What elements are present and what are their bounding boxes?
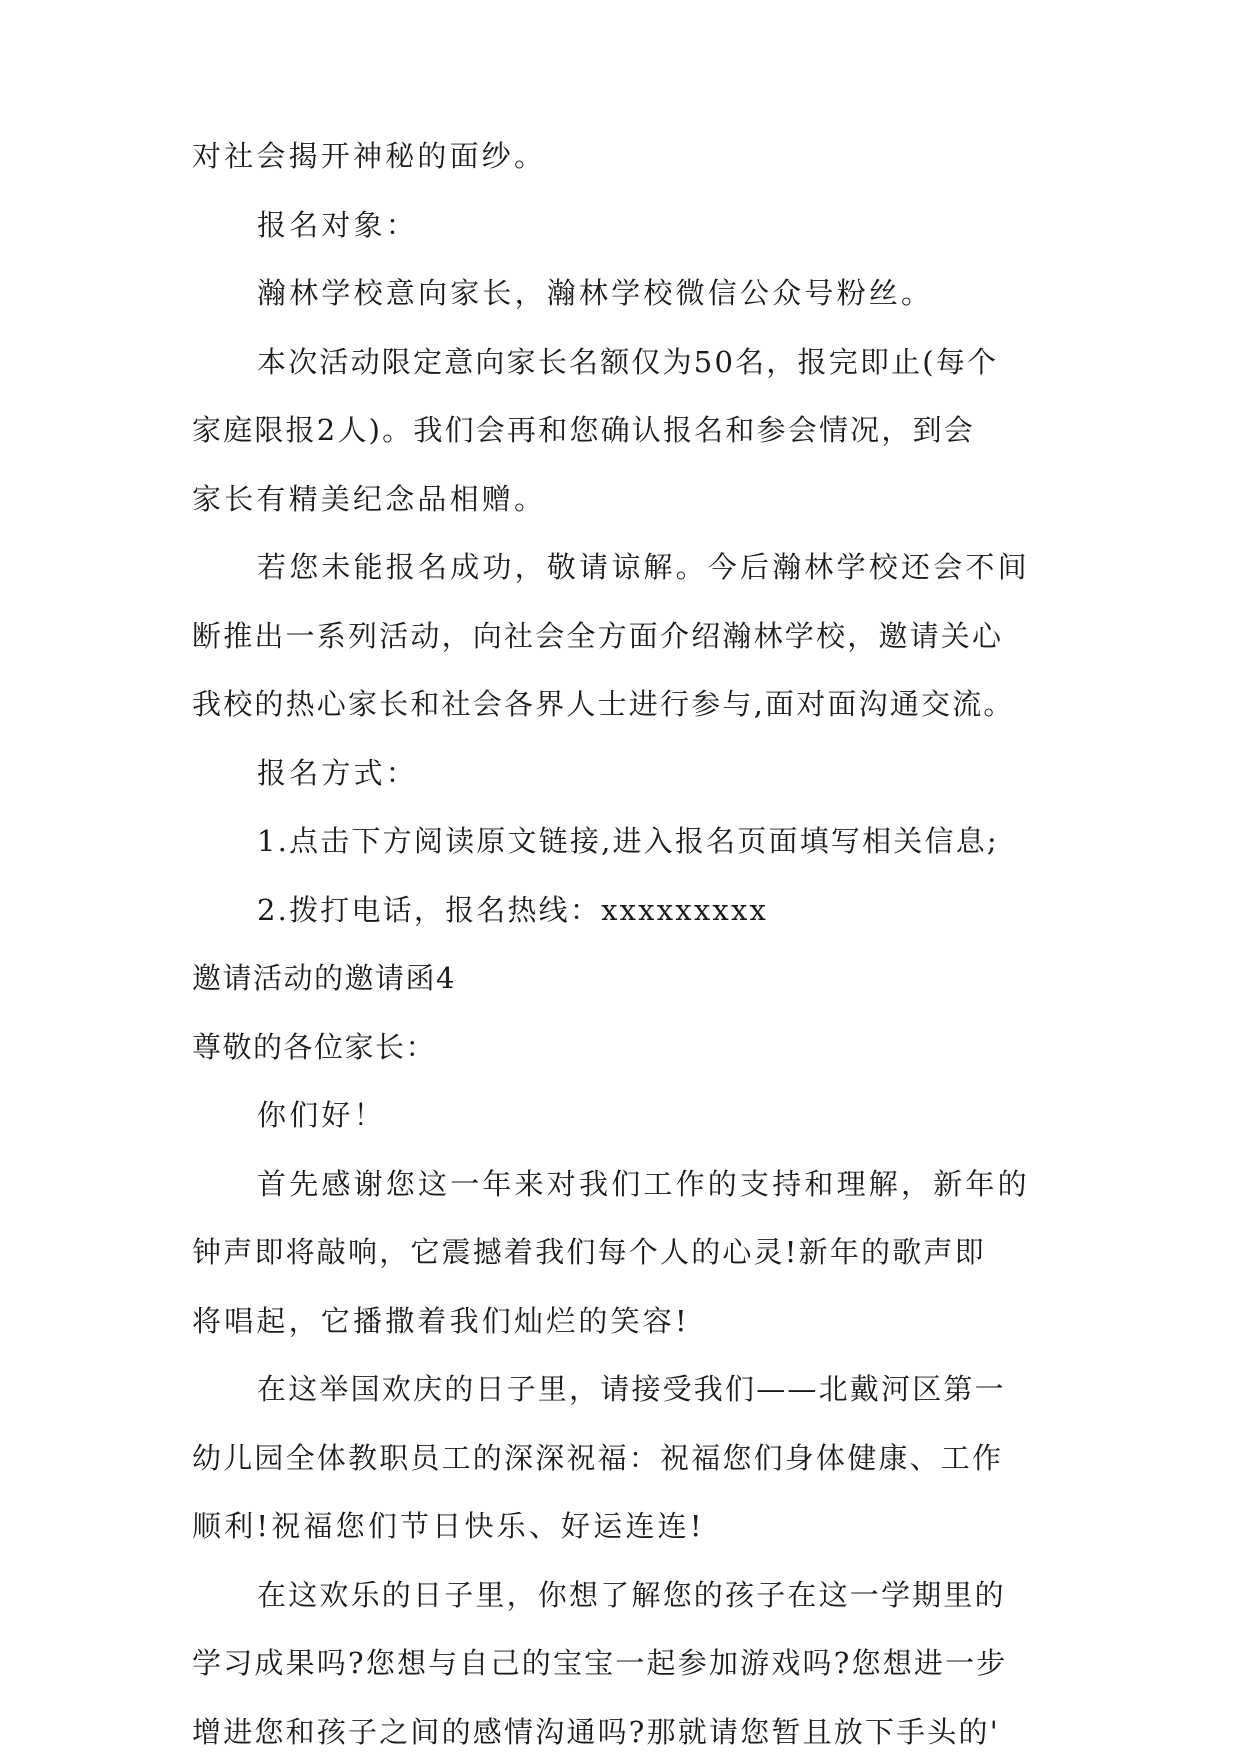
paragraph-line: 首先感谢您这一年来对我们工作的支持和理解，新年的 <box>257 1166 1030 1201</box>
paragraph-line: 瀚林学校意向家长，瀚林学校微信公众号粉丝。 <box>257 276 934 310</box>
paragraph-line: 本次活动限定意向家长名额仅为50名，报完即止(每个 <box>257 344 999 379</box>
salutation: 尊敬的各位家长： <box>192 1029 437 1064</box>
paragraph-line: 在这举国欢庆的日子里，请接受我们——北戴河区第一 <box>257 1372 1006 1406</box>
paragraph-line: 钟声即将敲响，它震撼着我们每个人的心灵!新年的歌声即 <box>192 1235 986 1269</box>
paragraph-line: 家长有精美纪念品相赠。 <box>192 481 547 516</box>
paragraph-line: 将唱起，它播撒着我们灿烂的笑容! <box>192 1303 690 1338</box>
paragraph-line: 我校的热心家长和社会各界人士进行参与,面对面沟通交流。 <box>192 687 1015 721</box>
paragraph-line: 在这欢乐的日子里，你想了解您的孩子在这一学期里的 <box>257 1577 1006 1612</box>
paragraph-line: 增进您和孩子之间的感情沟通吗?那就请您暂且放下手头的' <box>192 1714 1000 1749</box>
paragraph-line: 若您未能报名成功，敬请谅解。今后瀚林学校还会不间 <box>257 550 1030 584</box>
paragraph-line: 对社会揭开神秘的面纱。 <box>192 139 547 173</box>
paragraph-line: 顺利!祝福您们节日快乐、好运连连! <box>192 1509 705 1543</box>
paragraph-line: 家庭限报2人)。我们会再和您确认报名和参会情况，到会 <box>192 413 975 447</box>
list-item: 2.拨打电话，报名热线：xxxxxxxxx <box>257 892 769 927</box>
paragraph-line: 学习成果吗?您想与自己的宝宝一起参加游戏吗?您想进一步 <box>192 1646 1008 1680</box>
section-label-audience: 报名对象： <box>257 207 419 242</box>
paragraph-line: 幼儿园全体教职员工的深深祝福：祝福您们身体健康、工作 <box>192 1440 1004 1475</box>
section-heading: 邀请活动的邀请函4 <box>192 961 456 995</box>
greeting: 你们好！ <box>257 1098 386 1132</box>
section-label-method: 报名方式： <box>257 755 419 790</box>
list-item: 1.点击下方阅读原文链接,进入报名页面填写相关信息; <box>257 824 999 858</box>
paragraph-line: 断推出一系列活动，向社会全方面介绍瀚林学校，邀请关心 <box>192 618 1004 653</box>
